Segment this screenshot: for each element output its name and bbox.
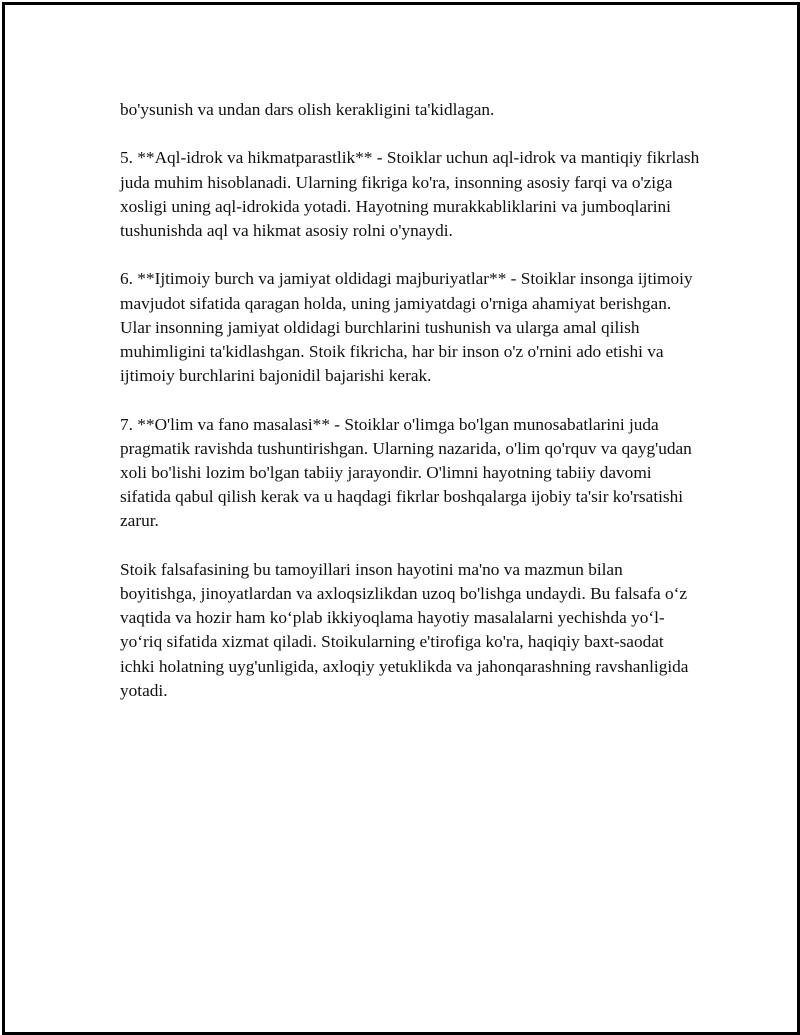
page-body <box>120 98 700 703</box>
paragraph-item-6: 6. **Ijtimoiy burch va jamiyat oldidagi majburiyatlar** - Stoiklar insonga ijtimoiy mavjudot sifatida qaragan holda, uning jamiyatdagi o'rniga ahamiyat berishgan. Ular insonning jamiyat oldidagi burchlarini tushunish va ularga amal qilish muhimligini ta'kidlashgan. Stoik fikricha, har bir inson o'z o'rnini ado etishi va ijtimoiy burchlarini bajonidil bajarishi kerak. <box>120 269 693 386</box>
paragraph-conclusion: Stoik falsafasining bu tamoyillari inson hayotini ma'no va mazmun bilan boyitishga, jinoyatlardan va axloqsizlikdan uzoq bo'lishga undaydi. Bu falsafa o‘z vaqtida va hozir ham ko‘plab ikkiyoqlama hayotiy masalalarni yechishda yo‘l-yo‘riq sifatida xizmat qiladi. Stoikularning e'tirofiga ko'ra, haqiqiy baxt-saodat ichki holatning uyg'unligida, axloqiy yetuklikda va jahonqarashning ravshanligida yotadi. <box>120 559 689 700</box>
document-page <box>2 2 800 1035</box>
paragraph-item-7: 7. **O'lim va fano masalasi** - Stoiklar o'limga bo'lgan munosabatlarini juda pragmatik ravishda tushuntirishgan. Ularning nazarida, o'lim qo'rquv va qayg'udan xoli bo'lishi lozim bo'lgan tabiiy jarayondir. O'limni hayotning tabiiy davomi sifatida qabul qilish kerak va u haqdagi fikrlar boshqalarga ijobiy ta'sir ko'rsatishi zarur. <box>120 414 692 531</box>
paragraph-item-5: 5. **Aql-idrok va hikmatparastlik** - Stoiklar uchun aql-idrok va mantiqiy fikrlash juda muhim hisoblanadi. Ularning fikriga ko'ra, insonning asosiy farqi va o'ziga xosligi uning aql-idrokida yotadi. Hayotning murakkabliklarini va jumboqlarini tushunishda aql va hikmat asosiy rolni o'ynaydi. <box>120 148 700 240</box>
paragraph-continuation: bo'ysunish va undan dars olish kerakligini ta'kidlagan. <box>120 100 495 119</box>
